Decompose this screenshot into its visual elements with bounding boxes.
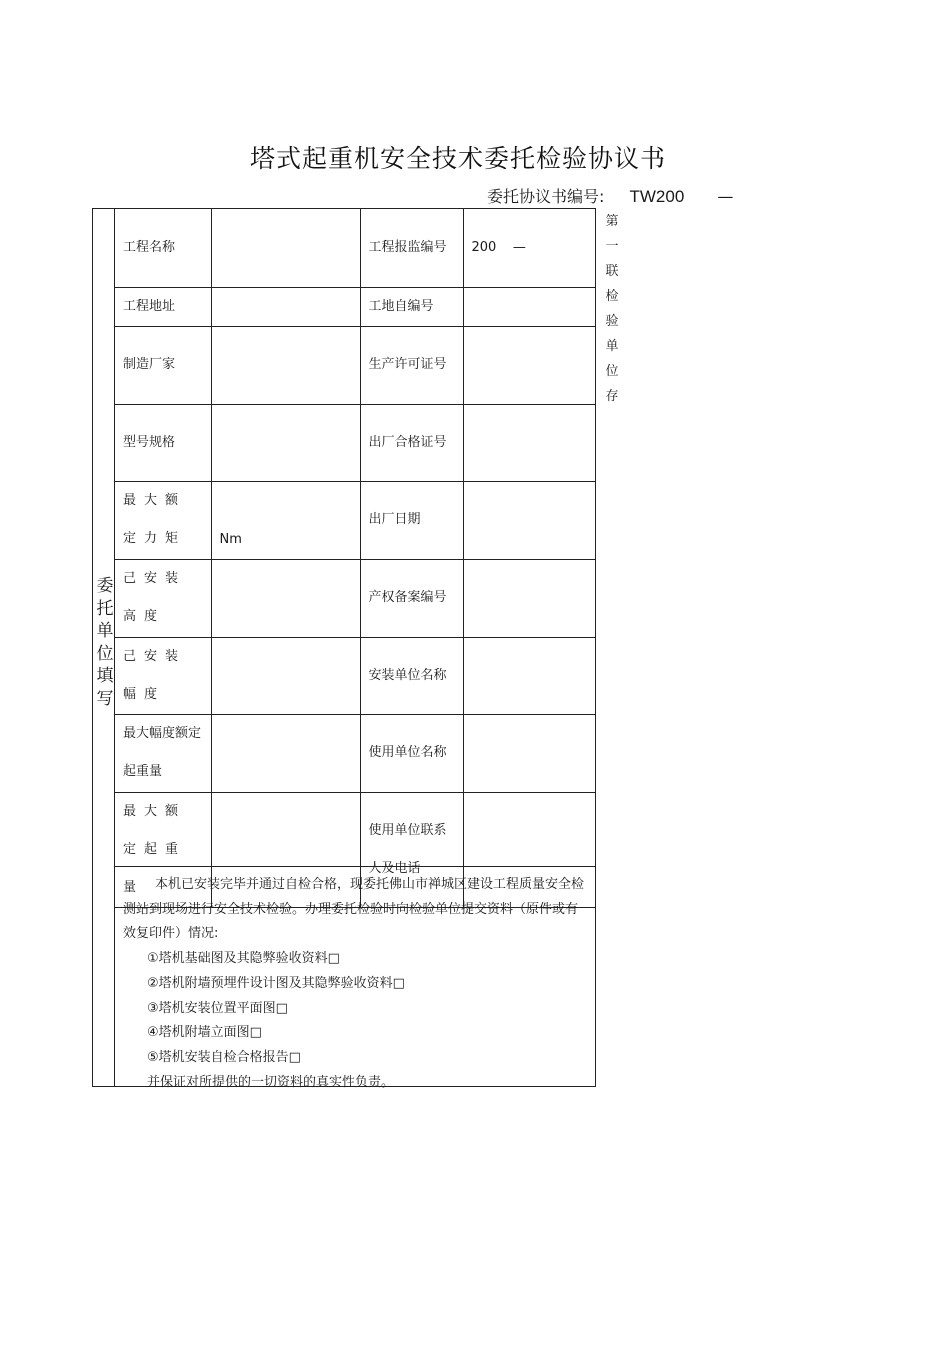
agreement-number-line — [487, 184, 733, 207]
field-label-installed-radius: 己安装幅度 — [115, 637, 211, 714]
field-value-user-unit-name[interactable] — [463, 714, 595, 792]
field-label-project-address: 工程地址 — [115, 287, 211, 326]
field-value-project-address[interactable] — [211, 287, 360, 326]
field-label-max-radius-load: 最大幅度额定起重量 — [115, 714, 211, 792]
client-fill-section-label — [93, 209, 115, 1086]
document-title: 塔式起重机安全技术委托检验协议书 — [249, 144, 666, 173]
agreement-number-value[interactable]: TW200 — [629, 187, 685, 206]
table-row — [115, 287, 595, 326]
field-label-supervision-no: 工程报监编号 — [360, 209, 463, 287]
field-value-factory-certificate[interactable] — [463, 404, 595, 481]
checklist-item[interactable]: ③塔机安装位置平面图□ — [147, 1000, 288, 1016]
field-value-factory-date[interactable] — [463, 481, 595, 559]
field-value-supervision-no[interactable]: 200 — — [463, 209, 595, 287]
field-label-max-rated-load: 最大额定起重量 — [115, 792, 211, 907]
table-row — [115, 559, 595, 637]
field-label-factory-certificate: 出厂合格证号 — [360, 404, 463, 481]
vertical-label-text: 委托单位填写 — [96, 576, 114, 709]
field-label-user-unit-name: 使用单位名称 — [360, 714, 463, 792]
field-value-installed-height[interactable] — [211, 559, 360, 637]
checklist-item[interactable]: ④塔机附墙立面图□ — [147, 1025, 262, 1041]
field-value-max-radius-load[interactable] — [211, 714, 360, 792]
field-value-installed-radius[interactable] — [211, 637, 360, 714]
field-value-property-record-no[interactable] — [463, 559, 595, 637]
table-row — [115, 714, 595, 792]
field-value-installer-name[interactable] — [463, 637, 595, 714]
field-label-manufacturer: 制造厂家 — [115, 326, 211, 404]
field-label-installer-name: 安装单位名称 — [360, 637, 463, 714]
table-row — [115, 326, 595, 404]
field-label-installed-height: 己安装高度 — [115, 559, 211, 637]
table-row — [115, 481, 595, 559]
field-label-factory-date: 出厂日期 — [360, 481, 463, 559]
agreement-number-label: 委托协议书编号: — [487, 187, 605, 206]
declaration-intro: 本机已安装完毕并通过自检合格，现委托佛山市禅城区建设工程质量安全检测站到现场进行安全技术检验。办理委托检验时向检验单位提交资料（原件或有效复印件）情况: — [123, 877, 585, 942]
copy-note: 第一联检验单位存 — [605, 214, 619, 404]
table-row — [115, 637, 595, 714]
agreement-number-dash: — — [717, 187, 734, 206]
field-label-site-no: 工地自编号 — [360, 287, 463, 326]
declaration-closing: 并保证对所提供的一切资料的真实性负责。 — [147, 1074, 395, 1090]
field-value-project-name[interactable] — [211, 209, 360, 287]
field-label-user-contact: 使用单位联系人及电话 — [360, 792, 463, 907]
table-row — [115, 404, 595, 481]
table-row — [115, 209, 595, 287]
field-label-max-torque: 最大额定力矩 — [115, 481, 211, 559]
field-label-production-license: 生产许可证号 — [360, 326, 463, 404]
field-label-property-record-no: 产权备案编号 — [360, 559, 463, 637]
checklist-item[interactable]: ⑤塔机安装自检合格报告□ — [147, 1049, 301, 1065]
checklist-item[interactable]: ②塔机附墙预埋件设计图及其隐弊验收资料□ — [147, 975, 405, 991]
field-value-max-torque[interactable]: Nm — [211, 481, 360, 559]
inspection-form — [92, 208, 596, 1090]
field-label-project-name: 工程名称 — [115, 209, 211, 287]
checklist-item[interactable]: ①塔机基础图及其隐弊验收资料□ — [147, 951, 340, 967]
equipment-info-table — [115, 209, 595, 908]
field-value-site-no[interactable] — [463, 287, 595, 326]
field-value-model[interactable] — [211, 404, 360, 481]
field-value-manufacturer[interactable] — [211, 326, 360, 404]
field-label-model: 型号规格 — [115, 404, 211, 481]
declaration-section — [115, 866, 595, 1090]
field-value-production-license[interactable] — [463, 326, 595, 404]
